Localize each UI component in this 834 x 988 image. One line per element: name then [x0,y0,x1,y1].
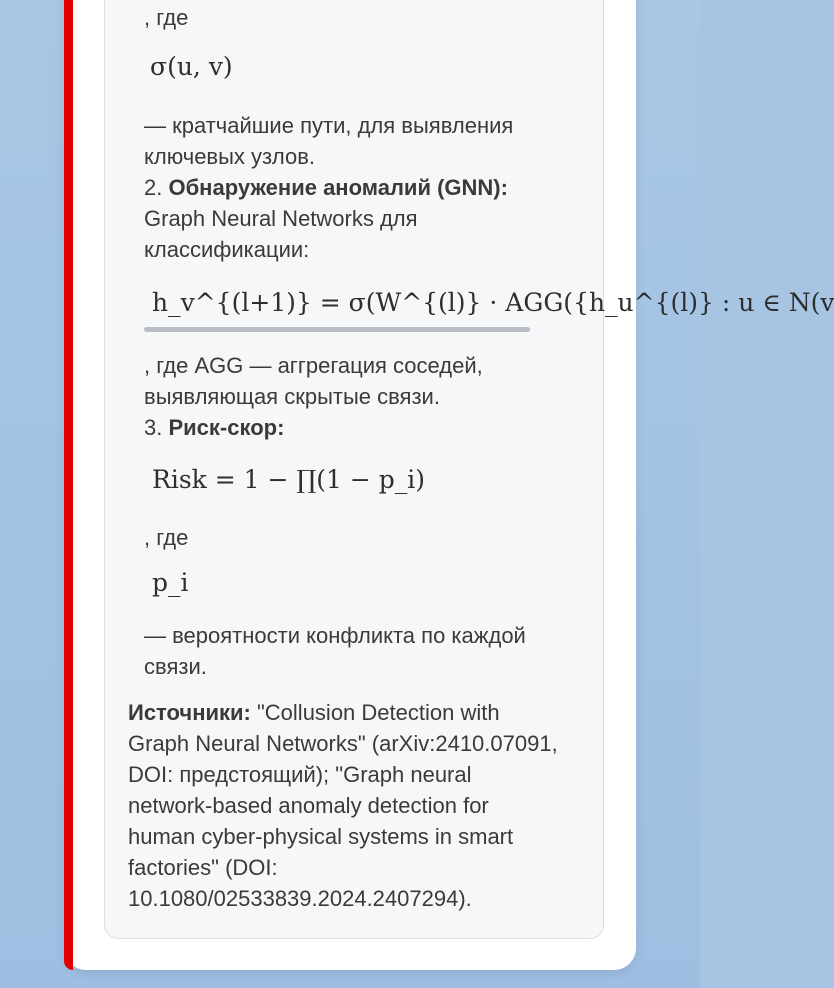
sources-line-1 [128,697,500,728]
list-item-2-desc-1: Graph Neural Networks для [144,206,418,231]
list-item-3-number: 3. [144,415,163,440]
sources-text-1: "Collusion Detection with [250,700,500,725]
text-agg-1: , где AGG — аггрегация соседей, [144,353,483,378]
formula-sigma-text: σ(u, v) [150,52,233,81]
list-item-2-number: 2. [144,175,163,200]
card-accent-bar [64,0,73,970]
list-item-3-heading [144,412,284,443]
list-item-2-heading [144,172,508,203]
sources-line-2: Graph Neural Networks" (arXiv:2410.07091, [128,731,558,756]
sources-line-7: 10.1080/02533839.2024.2407294). [128,886,472,911]
sources-label: Источники: [128,700,251,725]
list-item-3-title: Риск-скор: [168,415,285,440]
formula-risk: Risk = 1 − ∏(1 − p_i) [152,465,426,494]
sources-line-4: network-based anomaly detection for [128,793,489,818]
sources-line-3: DOI: предстоящий); "Graph neural [128,762,472,787]
text-probability-1: — вероятности конфликта по каждой [144,623,526,648]
text-where-2: , где [144,525,189,550]
text-agg-2: выявляющая скрытые связи. [144,384,440,409]
sources-line-5: human cyber-physical systems in smart [128,824,514,849]
sources-line-6: factories" (DOI: [128,855,278,880]
list-item-2-title: Обнаружение аномалий (GNN): [168,175,508,200]
formula-gnn: h_v^{(l+1)} = σ(W^{(l)} · AGG({h_u^{(l)} : u ∈ N(v [152,288,834,317]
list-item-2-desc-2: классификации: [144,237,310,262]
formula-sigma [150,52,233,81]
text-shortest-paths-1: — кратчайшие пути, для выявления [144,113,514,138]
text-shortest-paths-2: ключевых узлов. [144,144,315,169]
text-where-1: , где [144,5,189,30]
formula-scrollbar[interactable] [144,327,530,332]
formula-pi: p_i [152,568,189,597]
text-probability-2: связи. [144,654,207,679]
